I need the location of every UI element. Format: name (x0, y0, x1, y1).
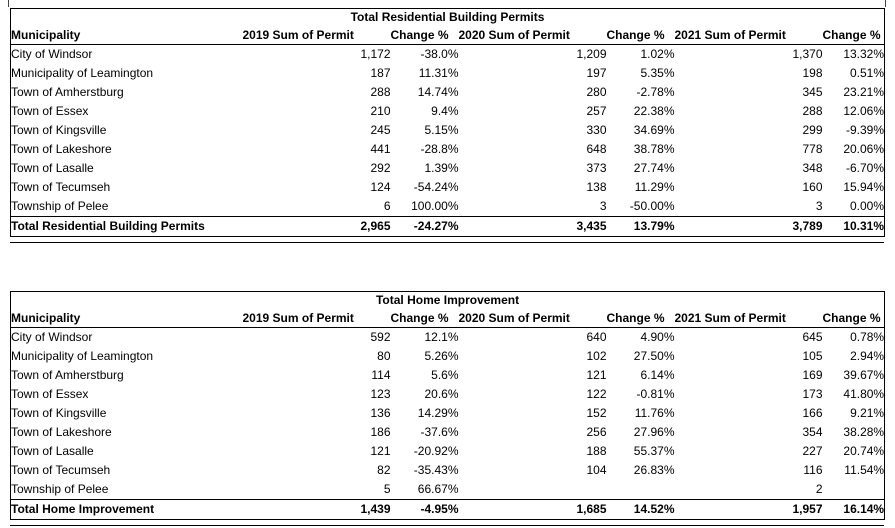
permit-sum-cell: 173 (802, 387, 823, 401)
permit-sum-cell: 592 (370, 330, 391, 344)
change-pct-cell: -35.43% (413, 463, 459, 477)
permit-sum-cell: 1,370 (792, 47, 823, 61)
permit-sum-cell: 187 (370, 66, 391, 80)
column-header-municipality: Municipality (11, 26, 243, 45)
change-pct-cell: 20.06% (843, 142, 885, 156)
change-pct-cell: 100.00% (411, 199, 459, 213)
change-pct-cell: -4.95% (391, 500, 459, 520)
permit-sum-cell: 280 (586, 85, 607, 99)
change-pct-cell: -9.39% (845, 123, 885, 137)
permit-sum-cell: 104 (586, 463, 607, 477)
permit-sum-cell: 645 (802, 330, 823, 344)
total-row (11, 217, 885, 237)
municipality-cell: Town of Tecumseh (11, 180, 111, 194)
permit-sum-cell: 441 (370, 142, 391, 156)
permit-sum-cell: 299 (802, 123, 823, 137)
municipality-cell: Municipality of Leamington (11, 349, 154, 363)
permit-sum-cell: 102 (586, 349, 607, 363)
permit-sum-cell: 348 (802, 161, 823, 175)
table-row (11, 83, 885, 102)
permit-sum-cell: 227 (802, 444, 823, 458)
permit-sum-cell: 152 (586, 406, 607, 420)
change-pct-cell: -2.78% (636, 85, 675, 99)
change-pct-cell: 20.6% (424, 387, 459, 401)
change-pct-cell: 5.15% (424, 123, 459, 137)
permit-sum-cell: 778 (802, 142, 823, 156)
change-pct-cell: 16.14% (823, 500, 885, 520)
permit-sum-cell: 197 (586, 66, 607, 80)
column-header: 2021 Sum of Permit (675, 26, 823, 45)
change-pct-cell: 1.39% (424, 161, 459, 175)
permit-sum-cell: 169 (802, 368, 823, 382)
permit-sum-cell: 1,685 (459, 500, 607, 520)
change-pct-cell: 27.96% (633, 425, 675, 439)
column-header: Change % (823, 26, 885, 45)
permit-sum-cell: 210 (370, 104, 391, 118)
change-pct-cell: 12.06% (843, 104, 885, 118)
change-pct-cell (823, 480, 885, 500)
permit-sum-cell: 124 (370, 180, 391, 194)
change-pct-cell: 11.76% (634, 406, 675, 420)
municipality-cell: Town of Kingsville (11, 123, 107, 137)
change-pct-cell: 13.32% (843, 47, 885, 61)
permit-sum-cell: 257 (586, 104, 607, 118)
table-row (11, 140, 885, 159)
change-pct-cell: 0.78% (850, 330, 885, 344)
column-header: 2019 Sum of Permit (243, 309, 391, 328)
table-row (11, 45, 885, 65)
change-pct-cell: 23.21% (843, 85, 885, 99)
municipality-cell: Town of Essex (11, 387, 89, 401)
permit-sum-cell: 186 (370, 425, 391, 439)
change-pct-cell: 10.31% (823, 217, 885, 237)
permit-sum-cell: 188 (586, 444, 607, 458)
table-row (11, 347, 885, 366)
permit-sum-cell: 2,965 (243, 217, 391, 237)
change-pct-cell: -37.6% (420, 425, 459, 439)
change-pct-cell: 4.90% (640, 330, 675, 344)
permit-sum-cell: 82 (377, 463, 391, 477)
permit-sum-cell: 292 (370, 161, 391, 175)
change-pct-cell: 26.83% (633, 463, 675, 477)
permit-sum-cell: 1,439 (243, 500, 391, 520)
permit-sum-cell: 3 (815, 199, 823, 213)
municipality-cell: Town of Amherstburg (11, 368, 124, 382)
change-pct-cell: 11.31% (418, 66, 459, 80)
municipality-cell: City of Windsor (11, 47, 93, 61)
data-table (10, 8, 885, 237)
total-label-cell: Total Residential Building Permits (11, 217, 243, 237)
permit-sum-cell: 80 (377, 349, 391, 363)
change-pct-cell: 5.35% (640, 66, 675, 80)
permit-sum-cell: 114 (371, 368, 391, 382)
change-pct-cell: 38.78% (633, 142, 675, 156)
total-row (11, 500, 885, 520)
change-pct-cell: 27.74% (633, 161, 675, 175)
table-row (11, 480, 885, 500)
municipality-cell: City of Windsor (11, 330, 93, 344)
permit-sum-cell: 648 (586, 142, 607, 156)
permit-sum-cell: 345 (802, 85, 823, 99)
change-pct-cell: 39.67% (843, 368, 885, 382)
change-pct-cell: 0.00% (849, 199, 885, 213)
permit-sum-cell: 288 (802, 104, 823, 118)
change-pct-cell: 5.26% (424, 349, 459, 363)
table-row (11, 328, 885, 348)
column-header: Change % (607, 26, 675, 45)
change-pct-cell: 0.51% (849, 66, 885, 80)
total-double-underline (10, 525, 884, 526)
permit-sum-cell: 6 (383, 199, 391, 213)
change-pct-cell: -24.27% (391, 217, 459, 237)
column-header: Change % (823, 309, 885, 328)
permit-sum-cell: 640 (586, 330, 607, 344)
permit-sum-cell: 1,957 (675, 500, 823, 520)
change-pct-cell: 15.94% (843, 180, 885, 194)
change-pct-cell: -20.92% (413, 444, 459, 458)
column-header: 2019 Sum of Permit (243, 26, 391, 45)
municipality-cell: Town of Lasalle (11, 161, 94, 175)
change-pct-cell: 20.74% (843, 444, 885, 458)
data-table (10, 291, 885, 520)
column-header: 2021 Sum of Permit (675, 309, 823, 328)
permit-sum-cell: 121 (586, 368, 607, 382)
table-title-row (11, 9, 885, 27)
permit-sum-cell: 330 (586, 123, 607, 137)
permit-sum-cell: 121 (370, 444, 391, 458)
change-pct-cell: -38.0% (420, 47, 459, 61)
change-pct-cell: 66.67% (417, 482, 459, 496)
permit-sum-cell: 138 (586, 180, 607, 194)
permit-sum-cell (459, 480, 607, 500)
table-row (11, 461, 885, 480)
residential-building-permits-table (10, 8, 884, 243)
change-pct-cell: 41.80% (843, 387, 885, 401)
change-pct-cell: -28.8% (420, 142, 459, 156)
column-header: Change % (391, 26, 459, 45)
change-pct-cell: 9.4% (431, 104, 459, 118)
gridline-artifact-left (8, 0, 9, 7)
permit-sum-cell: 373 (586, 161, 607, 175)
table-row (11, 197, 885, 217)
permit-sum-cell: 5 (383, 482, 391, 496)
gridline-artifact-right (885, 0, 886, 7)
column-header-row (11, 26, 885, 45)
municipality-cell: Town of Lakeshore (11, 142, 112, 156)
column-header: 2020 Sum of Permit (459, 309, 607, 328)
permit-sum-cell: 3 (599, 199, 607, 213)
column-header-row (11, 309, 885, 328)
table-row (11, 442, 885, 461)
change-pct-cell: 22.38% (633, 104, 675, 118)
municipality-cell: Township of Pelee (11, 199, 109, 213)
municipality-cell: Town of Tecumseh (11, 463, 111, 477)
change-pct-cell: 14.29% (417, 406, 459, 420)
change-pct-cell: 9.21% (850, 406, 885, 420)
permit-sum-cell: 136 (370, 406, 391, 420)
column-header-municipality: Municipality (11, 309, 243, 328)
column-header: Change % (391, 309, 459, 328)
table-row (11, 102, 885, 121)
permit-sum-cell: 105 (802, 349, 823, 363)
permit-sum-cell: 1,209 (576, 47, 607, 61)
change-pct-cell: 11.29% (634, 180, 675, 194)
permit-sum-cell: 256 (586, 425, 607, 439)
table-row (11, 385, 885, 404)
change-pct-cell: 14.74% (417, 85, 459, 99)
change-pct-cell: 6.14% (640, 368, 675, 382)
table-title: Total Residential Building Permits (350, 10, 545, 24)
total-double-underline (10, 242, 884, 243)
table-row (11, 178, 885, 197)
permit-sum-cell: 116 (803, 463, 823, 477)
change-pct-cell: 14.52% (607, 500, 675, 520)
change-pct-cell: 12.1% (424, 330, 459, 344)
municipality-cell: Town of Amherstburg (11, 85, 124, 99)
home-improvement-table (10, 291, 884, 526)
permit-sum-cell: 123 (370, 387, 391, 401)
table-title: Total Home Improvement (375, 293, 520, 307)
municipality-cell: Town of Lasalle (11, 444, 94, 458)
table-row (11, 404, 885, 423)
change-pct-cell (607, 480, 675, 500)
column-header: 2020 Sum of Permit (459, 26, 607, 45)
change-pct-cell: 27.50% (633, 349, 675, 363)
column-header: Change % (607, 309, 675, 328)
change-pct-cell: 5.6% (431, 368, 459, 382)
change-pct-cell: 2.94% (850, 349, 885, 363)
change-pct-cell: 11.54% (844, 463, 885, 477)
permit-sum-cell: 122 (586, 387, 607, 401)
table-row (11, 64, 885, 83)
permit-sum-cell: 1,172 (360, 47, 391, 61)
change-pct-cell: -6.70% (845, 161, 885, 175)
change-pct-cell: 1.02% (640, 47, 675, 61)
permit-sum-cell: 166 (802, 406, 823, 420)
permit-sum-cell: 354 (802, 425, 823, 439)
permit-sum-cell: 198 (802, 66, 823, 80)
change-pct-cell: 55.37% (633, 444, 675, 458)
permit-sum-cell: 245 (370, 123, 391, 137)
municipality-cell: Town of Kingsville (11, 406, 107, 420)
table-row (11, 366, 885, 385)
change-pct-cell: 13.79% (607, 217, 675, 237)
permit-sum-cell: 3,435 (459, 217, 607, 237)
total-label-cell: Total Home Improvement (11, 500, 243, 520)
change-pct-cell: -50.00% (629, 199, 675, 213)
change-pct-cell: -0.81% (636, 387, 675, 401)
permit-sum-cell: 3,789 (675, 217, 823, 237)
table-row (11, 159, 885, 178)
permit-sum-cell: 288 (370, 85, 391, 99)
table-title-row (11, 292, 885, 310)
municipality-cell: Municipality of Leamington (11, 66, 154, 80)
permit-sum-cell: 2 (815, 482, 823, 496)
permit-sum-cell: 160 (802, 180, 823, 194)
table-row (11, 423, 885, 442)
municipality-cell: Town of Lakeshore (11, 425, 112, 439)
change-pct-cell: 34.69% (633, 123, 675, 137)
change-pct-cell: -54.24% (413, 180, 459, 194)
municipality-cell: Town of Essex (11, 104, 89, 118)
municipality-cell: Township of Pelee (11, 482, 109, 496)
change-pct-cell: 38.28% (843, 425, 885, 439)
table-row (11, 121, 885, 140)
